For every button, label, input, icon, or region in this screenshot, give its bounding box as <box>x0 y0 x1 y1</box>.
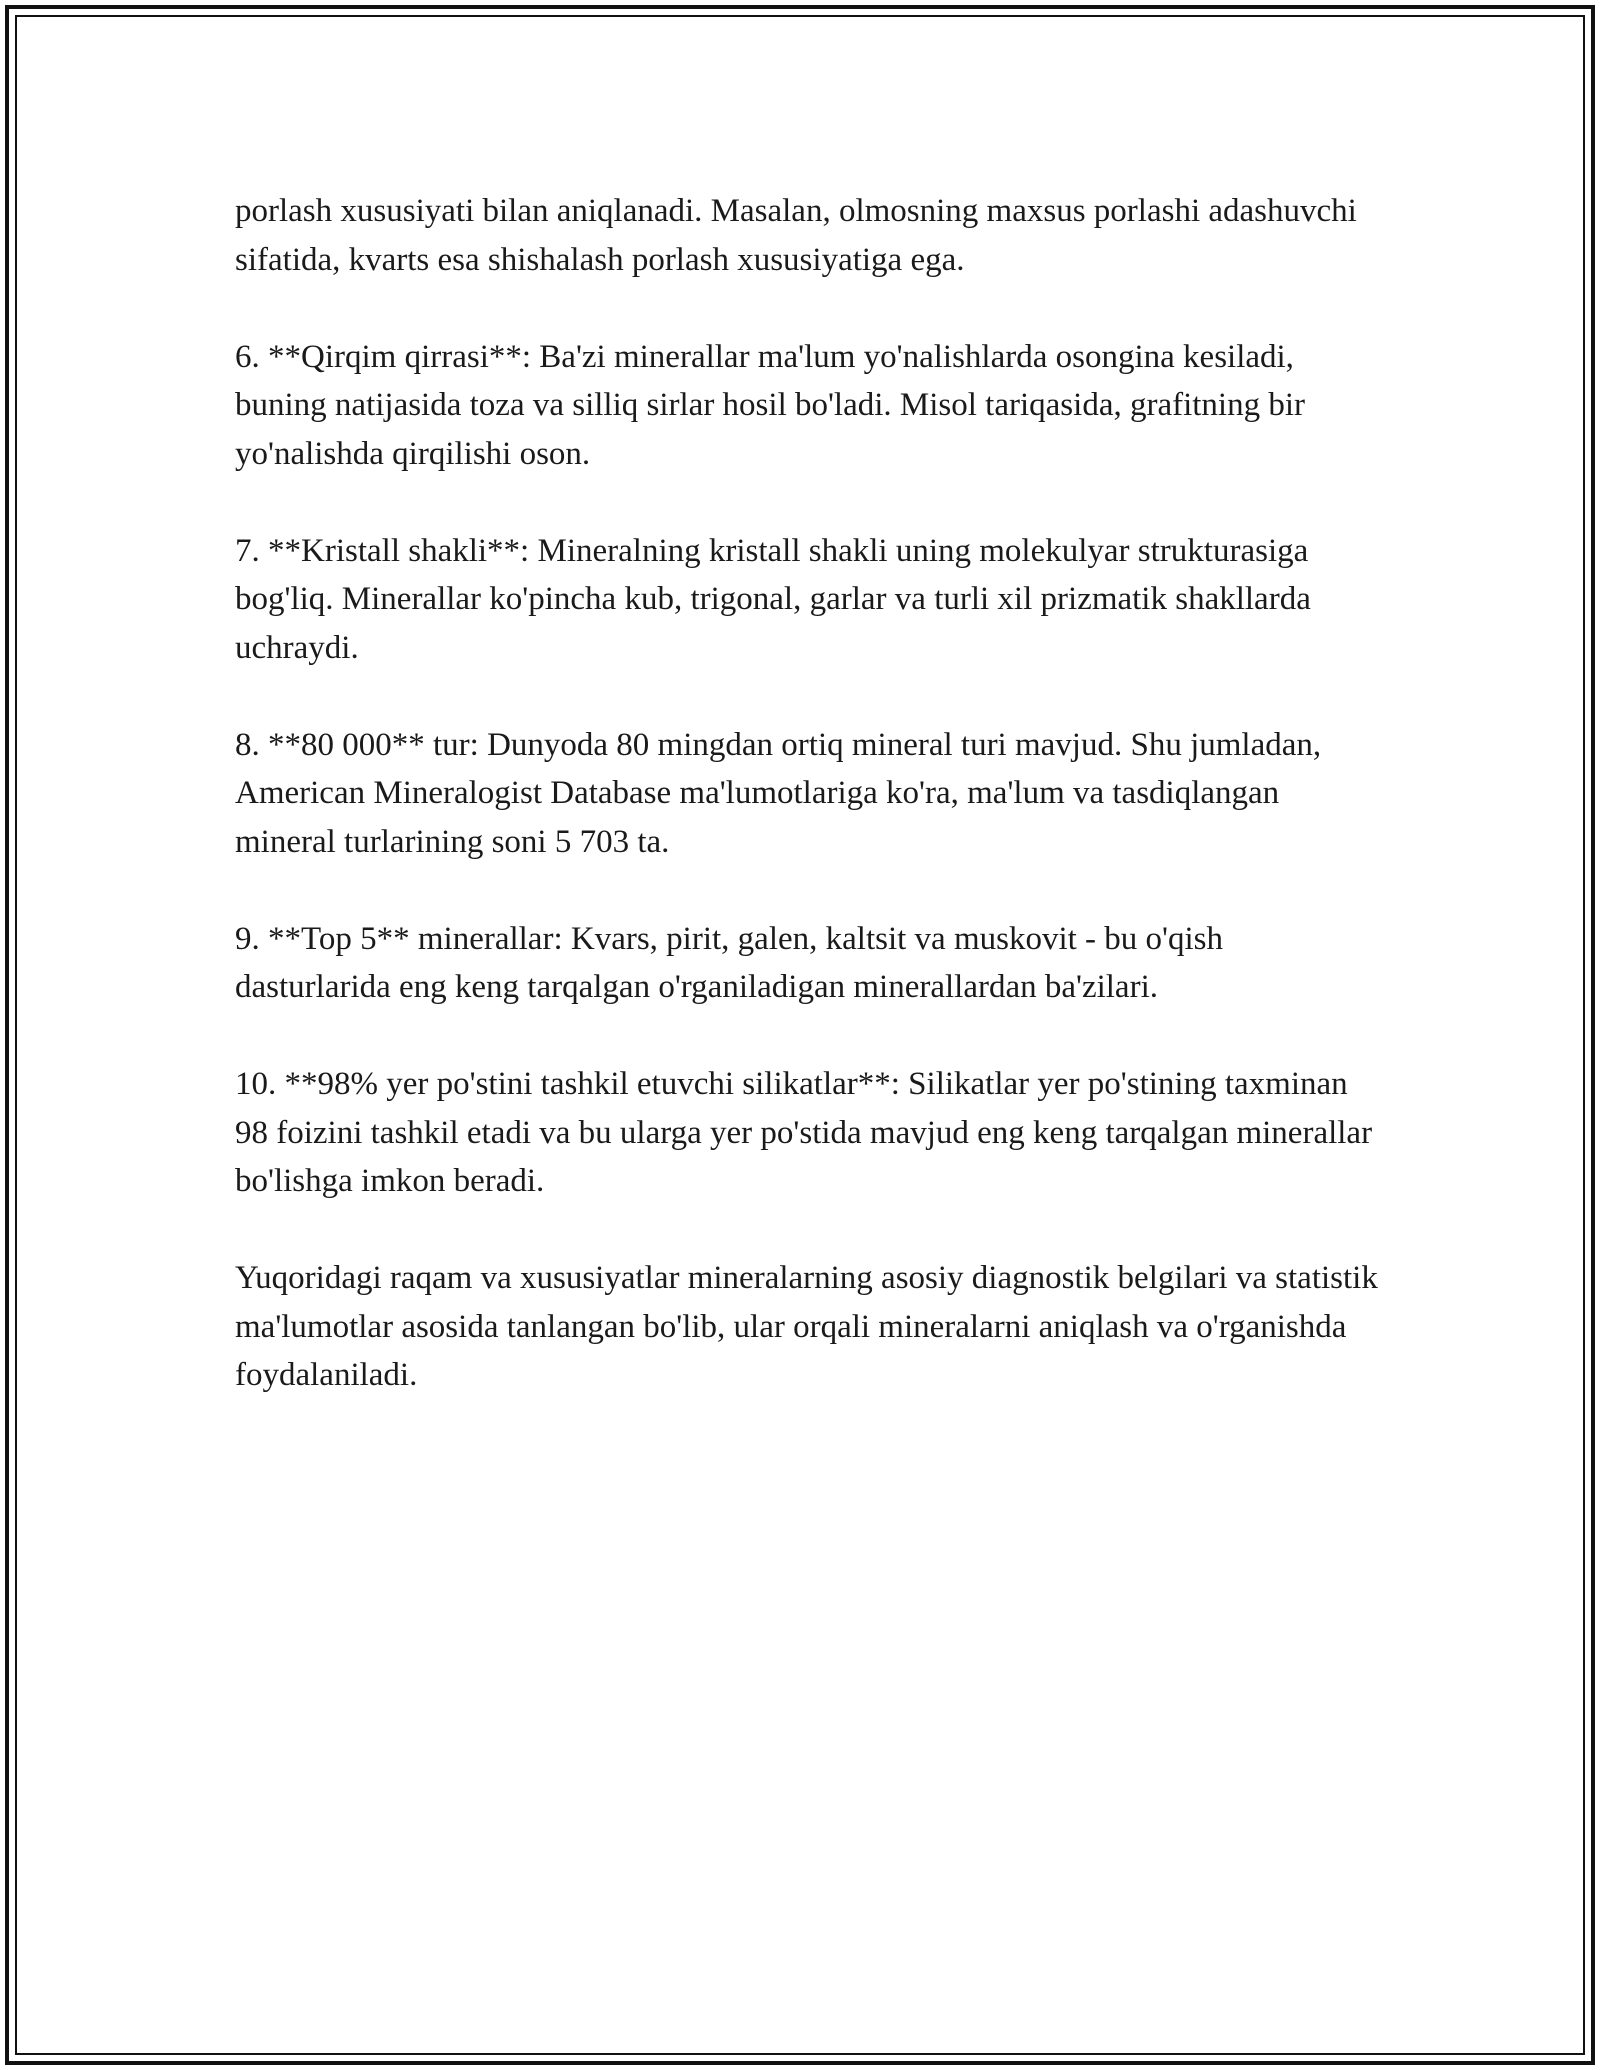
paragraph-item-10-silicates: 10. **98% yer po'stini tashkil etuvchi silikatlar**: Silikatlar yer po'stining taxminan 98 foizini tashkil etadi va bu ularga yer po'stida mavjud eng keng tarqalgan minerallar bo'lishga imkon beradi. <box>235 1066 1373 1199</box>
paragraph-item-8-mineral-count: 8. **80 000** tur: Dunyoda 80 mingdan ortiq mineral turi mavjud. Shu jumladan, American Mineralogist Database ma'lumotlariga ko'ra, ma'lum va tasdiqlangan mineral turlarining soni 5 703 ta. <box>235 726 1322 860</box>
paragraph-luster-continued: porlash xususiyati bilan aniqlanadi. Masalan, olmosning maxsus porlashi adashuvchi sifatida, kvarts esa shishalash porlash xususiyatiga ega. <box>235 193 1357 278</box>
paragraph-item-9-top-minerals: 9. **Top 5** minerallar: Kvars, pirit, galen, kaltsit va muskovit - bu o'qish dasturlarida eng keng tarqalgan o'rganiladigan minerallardan ba'zilari. <box>235 920 1223 1005</box>
document-body <box>235 187 1385 1448</box>
paragraph-item-6-cleavage: 6. **Qirqim qirrasi**: Ba'zi minerallar ma'lum yo'nalishlarda osongina kesiladi, buning natijasida toza va silliq sirlar hosil bo'ladi. Misol tariqasida, grafitning bir yo'nalishda qirqilishi oson. <box>235 338 1306 472</box>
paragraph-conclusion: Yuqoridagi raqam va xususiyatlar mineralarning asosiy diagnostik belgilari va statistik ma'lumotlar asosida tanlangan bo'lib, ular orqali mineralarni aniqlash va o'rganishda foydalaniladi. <box>235 1260 1378 1393</box>
paragraph-item-7-crystal-shape: 7. **Kristall shakli**: Mineralning kristall shakli uning molekulyar strukturasiga bog'liq. Minerallar ko'pincha kub, trigonal, garlar va turli xil prizmatik shakllarda uchraydi. <box>235 532 1311 666</box>
